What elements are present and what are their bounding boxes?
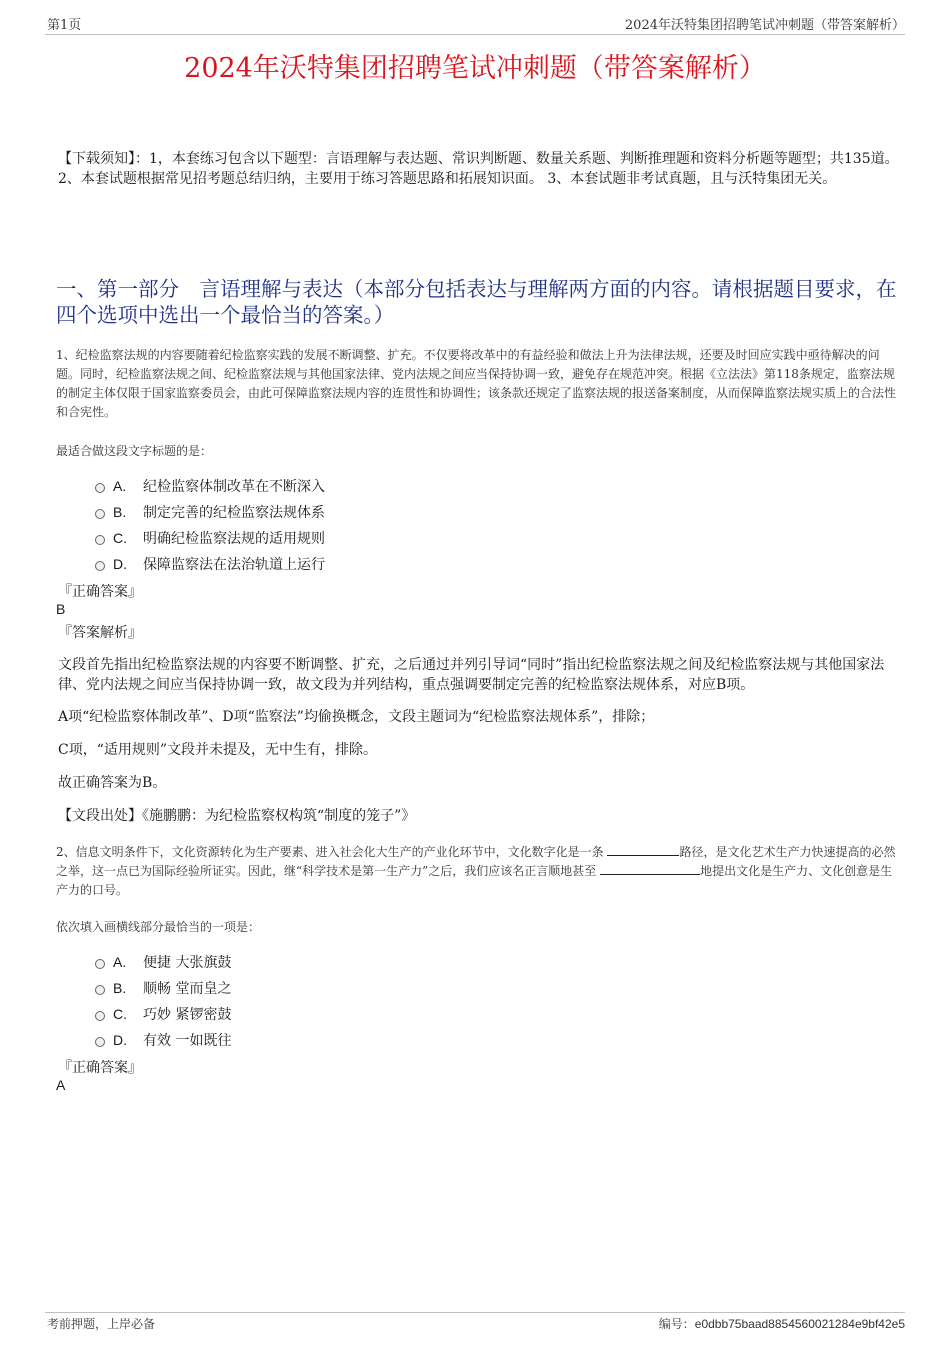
answer-analysis-label: 『答案解析』 xyxy=(58,625,142,641)
option-letter: A. xyxy=(113,954,127,970)
radio-icon[interactable] xyxy=(95,1011,105,1021)
option-letter: A. xyxy=(113,478,127,494)
option-letter: C. xyxy=(113,530,127,546)
radio-icon[interactable] xyxy=(95,959,105,969)
question-2-option-a[interactable] xyxy=(95,952,231,972)
option-text: 明确纪检监察法规的适用规则 xyxy=(143,531,325,547)
footer-divider xyxy=(45,1312,905,1313)
download-notice: 【下载须知】：1，本套练习包含以下题型：言语理解与表达题、常识判断题、数量关系题、判断推理题和资料分析题等题型；共135道。 2、本套试题根据常见招考题总结归纳，主要用于练习答题思路和拓展知识面。 3、本套试题非考试真题，且与沃特集团无关。 xyxy=(58,151,899,187)
radio-icon[interactable] xyxy=(95,985,105,995)
question-2-option-d[interactable] xyxy=(95,1030,231,1050)
option-text: 有效 一如既往 xyxy=(143,1033,232,1049)
document-title: 2024年沃特集团招聘笔试冲刺题（带答案解析） xyxy=(184,53,766,84)
analysis-paragraph: A项“纪检监察体制改革”、D项“监察法”均偷换概念，文段主题词为“纪检监察法规体系”，排除； xyxy=(58,709,655,725)
analysis-paragraph: 故正确答案为B。 xyxy=(58,775,167,791)
document-code-value: e0dbb75baad8854560021284e9bf42e5 xyxy=(694,1317,905,1331)
option-letter: B. xyxy=(113,980,127,996)
question-1-option-a[interactable] xyxy=(95,476,325,496)
option-letter: D. xyxy=(113,1032,127,1048)
radio-icon[interactable] xyxy=(95,561,105,571)
document-code xyxy=(659,1315,905,1332)
document-code-label: 编号： xyxy=(658,1317,695,1331)
radio-icon[interactable] xyxy=(95,1037,105,1047)
question-1-prompt: 最适合做这段文字标题的是： xyxy=(56,444,213,458)
option-letter: D. xyxy=(113,556,127,572)
question-2-option-c[interactable] xyxy=(95,1004,231,1024)
radio-icon[interactable] xyxy=(95,535,105,545)
fill-blank-1 xyxy=(607,843,679,856)
analysis-paragraph: C项，“适用规则”文段并未提及，无中生有，排除。 xyxy=(58,742,378,758)
correct-answer-value: A xyxy=(56,1077,66,1093)
option-letter: C. xyxy=(113,1006,127,1022)
question-1-option-d[interactable] xyxy=(95,554,325,574)
option-text: 顺畅 堂而皇之 xyxy=(143,981,232,997)
fill-blank-2 xyxy=(600,862,700,875)
question-2-option-b[interactable] xyxy=(95,978,231,998)
header-divider xyxy=(45,34,905,35)
option-letter: B. xyxy=(113,504,127,520)
correct-answer-label: 『正确答案』 xyxy=(58,1060,142,1076)
footer-slogan: 考前押题，上岸必备 xyxy=(47,1317,156,1331)
question-1-option-b[interactable] xyxy=(95,502,325,522)
correct-answer-value: B xyxy=(56,601,66,617)
question-1-option-c[interactable] xyxy=(95,528,325,548)
option-text: 纪检监察体制改革在不断深入 xyxy=(143,479,325,495)
radio-icon[interactable] xyxy=(95,483,105,493)
section-heading: 一、第一部分 言语理解与表达（本部分包括表达与理解两方面的内容。请根据题目要求，在四个选项中选出一个最恰当的答案。） xyxy=(56,277,897,327)
correct-answer-label: 『正确答案』 xyxy=(58,584,142,600)
passage-source: 【文段出处】《施鹏鹏：为纪检监察权构筑“制度的笼子”》 xyxy=(58,808,416,824)
analysis-paragraph: 文段首先指出纪检监察法规的内容要不断调整、扩充，之后通过并列引导词“同时”指出纪检监察法规之间及纪检监察法规与其他国家法律、党内法规之间应当保持协调一致，故文段为并列结构，重点强调要制定完善的纪检监察法规体系，对应B项。 xyxy=(58,657,885,693)
question-1-text: 1、纪检监察法规的内容要随着纪检监察实践的发展不断调整、扩充。不仅要将改革中的有益经验和做法上升为法律法规，还要及时回应实践中亟待解决的问题。同时，纪检监察法规之间、纪检监察法规与其他国家法律、党内法规之间应当保持协调一致，避免存在规范冲突。根据《立法法》第118条规定，监察法规的制定主体仅限于国家监察委员会，由此可保障监察法规内容的连贯性和协调性；该条款还规定了监察法规的报送备案制度，从而保障监察法规实质上的合法性和合宪性。 xyxy=(56,348,897,419)
option-text: 巧妙 紧锣密鼓 xyxy=(143,1007,232,1023)
option-text: 制定完善的纪检监察法规体系 xyxy=(143,505,325,521)
page-number: 第1页 xyxy=(47,18,82,33)
option-text: 保障监察法在法治轨道上运行 xyxy=(143,557,325,573)
radio-icon[interactable] xyxy=(95,509,105,519)
option-text: 便捷 大张旗鼓 xyxy=(143,955,232,971)
question-2-text: 2、信息文明条件下，文化资源转化为生产要素、进入社会化大生产的产业化环节中，文化数字化是一条 路径，是文化艺术生产力快速提高的必然之举，这一点已为国际经验所证实。因此，继“科学技术是第一生产力”之后，我们应该名正言顺地甚至 地提出文化是生产力、文化创意是生产力的口号。 xyxy=(56,845,896,897)
question-2-prompt: 依次填入画横线部分最恰当的一项是： xyxy=(56,920,261,934)
running-header-title: 2024年沃特集团招聘笔试冲刺题（带答案解析） xyxy=(624,18,905,33)
